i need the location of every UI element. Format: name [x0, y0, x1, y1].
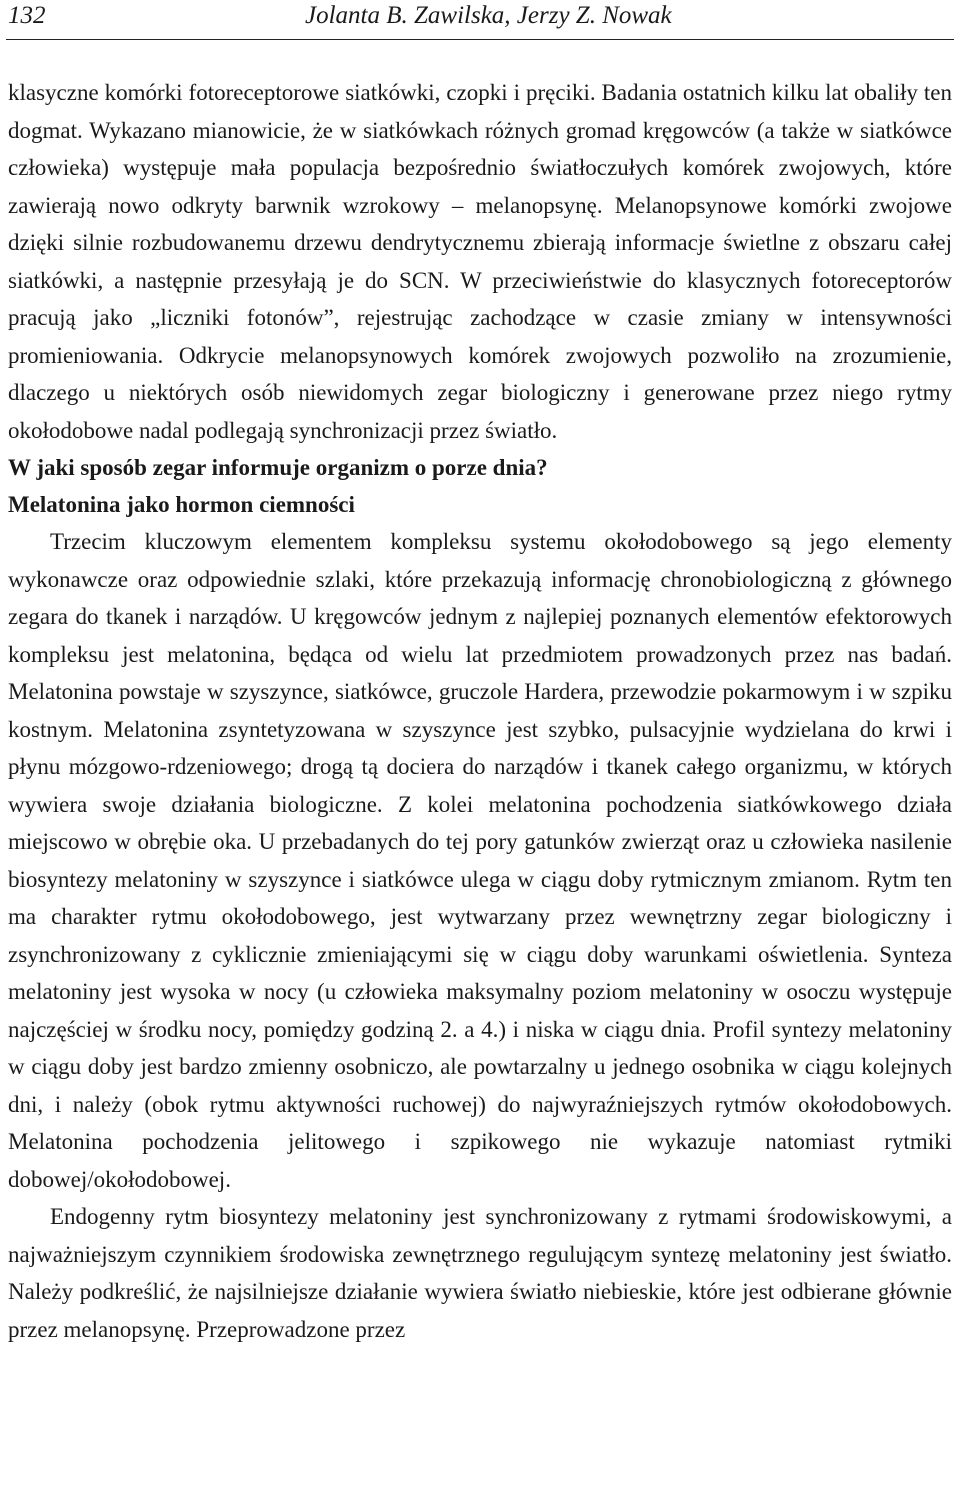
subsection-heading: Melatonina jako hormon ciemności	[8, 492, 355, 517]
paragraph: klasyczne komórki fotoreceptorowe siatkówki, czopki i pręciki. Badania ostatnich kilku lat obaliły ten dogmat. Wykazano mianowicie, że w siatkówkach różnych gromad kręgowców (a także w siatkówce człowieka) występuje mała populacja bezpośrednio światłoczułych komórek zwojowych, które zawierają nowo odkryty barwnik wzrokowy – melanopsynę. Melanopsynowe komórki zwojowe dzięki silnie rozbudowanemu drzewu dendrytycznemu zbierają informacje świetlne z obszaru całej siatkówki, a następnie przesyłają je do SCN. W przeciwieństwie do klasycznych fotoreceptorów pracują jako „liczniki fotonów”, rejestrując zachodzące w czasie zmiany w intensywności promieniowania. Odkrycie melanopsynowych komórek zwojowych pozwoliło na zrozumienie, dlaczego u niektórych osób niewidomych zegar biologiczny i generowane przez niego rytmy okołodobowe nadal podlegają synchronizacji przez światło.	[8, 80, 952, 443]
header-rule	[6, 39, 954, 40]
paragraph: Trzecim kluczowym elementem kompleksu systemu okołodobowego są jego elementy wykonawcze oraz odpowiednie szlaki, które przekazują informację chronobiologiczną z głównego zegara do tkanek i narządów. U kręgowców jednym z najlepiej poznanych elementów efektorowych kompleksu jest melatonina, będąca od wielu lat przedmiotem prowadzonych przez nas badań. Melatonina powstaje w szyszynce, siatkówce, gruczole Hardera, przewodzie pokarmowym i w szpiku kostnym. Melatonina zsyntetyzowana w szyszynce jest szybko, pulsacyjnie wydzielana do krwi i płynu mózgowo-rdzeniowego; drogą tą dociera do narządów i tkanek całego organizmu, w których wywiera swoje działania biologiczne. Z kolei melatonina pochodzenia siatkówkowego działa miejscowo w obrębie oka. U przebadanych do tej pory gatunków zwierząt oraz u człowieka nasilenie biosyntezy melatoniny w szyszynce i siatkówce ulega w ciągu doby rytmicznym zmianom. Rytm ten ma charakter rytmu okołodobowego, jest wytwarzany przez wewnętrzny zegar biologiczny i zsynchronizowany z cyklicznie zmieniającymi się w ciągu doby warunkami oświetlenia. Synteza melatoniny jest wysoka w nocy (u człowieka maksymalny poziom melatoniny w osoczu występuje najczęściej w środku nocy, pomiędzy godziną 2. a 4.) i niska w ciągu dnia. Profil syntezy melatoniny w ciągu doby jest bardzo zmienny osobniczo, ale powtarzalny u jednego osobnika w ciągu kolejnych dni, i należy (obok rytmu aktywności ruchowej) do najwyraźniejszych rytmów okołodobowych. Melatonina pochodzenia jelitowego i szpikowego nie wykazuje natomiast rytmiki dobowej/okołodobowej.	[8, 529, 952, 1192]
paragraph: Endogenny rytm biosyntezy melatoniny jest synchronizowany z rytmami środowiskowymi, a najważniejszym czynnikiem środowiska zewnętrznego regulującym syntezę melatoniny jest światło. Należy podkreślić, że najsilniejsze działanie wywiera światło niebieskie, które jest odbierane głównie przez melanopsynę. Przeprowadzone przez	[8, 1204, 952, 1342]
running-head: Jolanta B. Zawilska, Jerzy Z. Nowak	[305, 2, 672, 29]
body-text	[8, 74, 952, 1348]
section-heading: W jaki sposób zegar informuje organizm o porze dnia?	[8, 455, 548, 480]
page-header	[8, 0, 948, 42]
page-number: 132	[8, 2, 46, 29]
